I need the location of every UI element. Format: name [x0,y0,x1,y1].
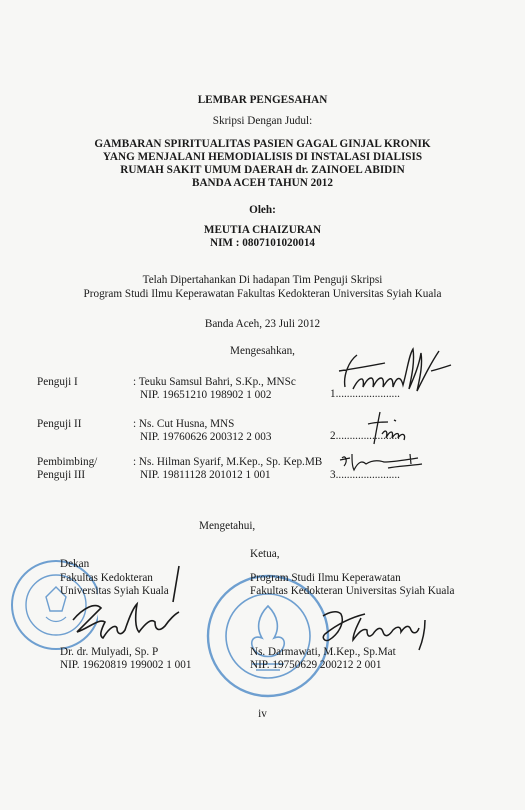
examiner-2-name: : Ns. Cut Husna, MNS [133,418,235,430]
defense-line-1: Telah Dipertahankan Di hadapan Tim Penguji Skripsi [142,274,383,286]
defense-line-2: Program Studi Ilmu Keperawatan Fakultas Kedokteran Universitas Syiah Kuala [83,288,442,300]
examiner-3-name: : Ns. Hilman Syarif, M.Kep., Sp. Kep.MB [133,456,323,468]
dean-faculty: Fakultas Kedokteran [60,572,153,584]
thesis-title-line-3: RUMAH SAKIT UMUM DAERAH dr. ZAINOEL ABIDIN [120,164,405,176]
head-program: Program Studi Ilmu Keperawatan [250,572,401,584]
mengetahui-label: Mengetahui, [199,520,256,532]
examiner-3-signature-line: 3....................... [330,469,400,481]
head-name: Ns. Darmawati, M.Kep., Sp.Mat [250,646,396,658]
examiner-1-signature [335,345,455,400]
dean-name: Dr. dr. Mulyadi, Sp. P [60,646,159,658]
examiner-3-signature [338,448,428,476]
examiner-3-nip: NIP. 19811128 201012 1 001 [140,469,271,481]
examiner-1-nip: NIP. 19651210 198902 1 002 [140,389,272,401]
thesis-title-line-4: BANDA ACEH TAHUN 2012 [192,177,333,189]
author-nim: NIM : 0807101020014 [209,237,316,249]
examiner-2-nip: NIP. 19760626 200312 2 003 [140,431,272,443]
head-position: Ketua, [250,548,280,560]
thesis-title-line-1: GAMBARAN SPIRITUALITAS PASIEN GAGAL GINJAL KRONIK [94,138,431,150]
examiner-2-signature [360,410,420,450]
examiner-3-role: Pembimbing/ [37,456,98,468]
dean-nip: NIP. 19620819 199002 1 001 [60,659,192,671]
author-name: MEUTIA CHAIZURAN [203,224,322,236]
examiner-3-role-2: Penguji III [37,469,86,481]
dean-signature [55,562,190,652]
place-date: Banda Aceh, 23 Juli 2012 [204,318,321,330]
subheading: Skripsi Dengan Judul: [212,115,313,127]
thesis-title-line-2: YANG MENJALANI HEMODIALISIS DI INSTALASI DIALISIS [102,151,423,163]
oleh-label: Oleh: [249,204,276,216]
examiner-1-name: : Teuku Samsul Bahri, S.Kp., MNSc [133,376,296,388]
examiner-1-role: Penguji I [37,376,78,388]
head-nip: NIP. 19750629 200212 2 001 [250,659,382,671]
examiner-2-role: Penguji II [37,418,82,430]
dean-position: Dekan [60,558,90,570]
examiner-1-signature-line: 1....................... [330,388,400,400]
dean-university: Universitas Syiah Kuala [60,585,169,597]
head-faculty: Fakultas Kedokteran Universitas Syiah Kuala [250,585,455,597]
mengesahkan-label: Mengesahkan, [230,345,295,357]
examiner-2-signature-line: 2....................... [330,430,400,442]
page-number: iv [258,708,267,720]
page-heading: LEMBAR PENGESAHAN [197,94,328,106]
